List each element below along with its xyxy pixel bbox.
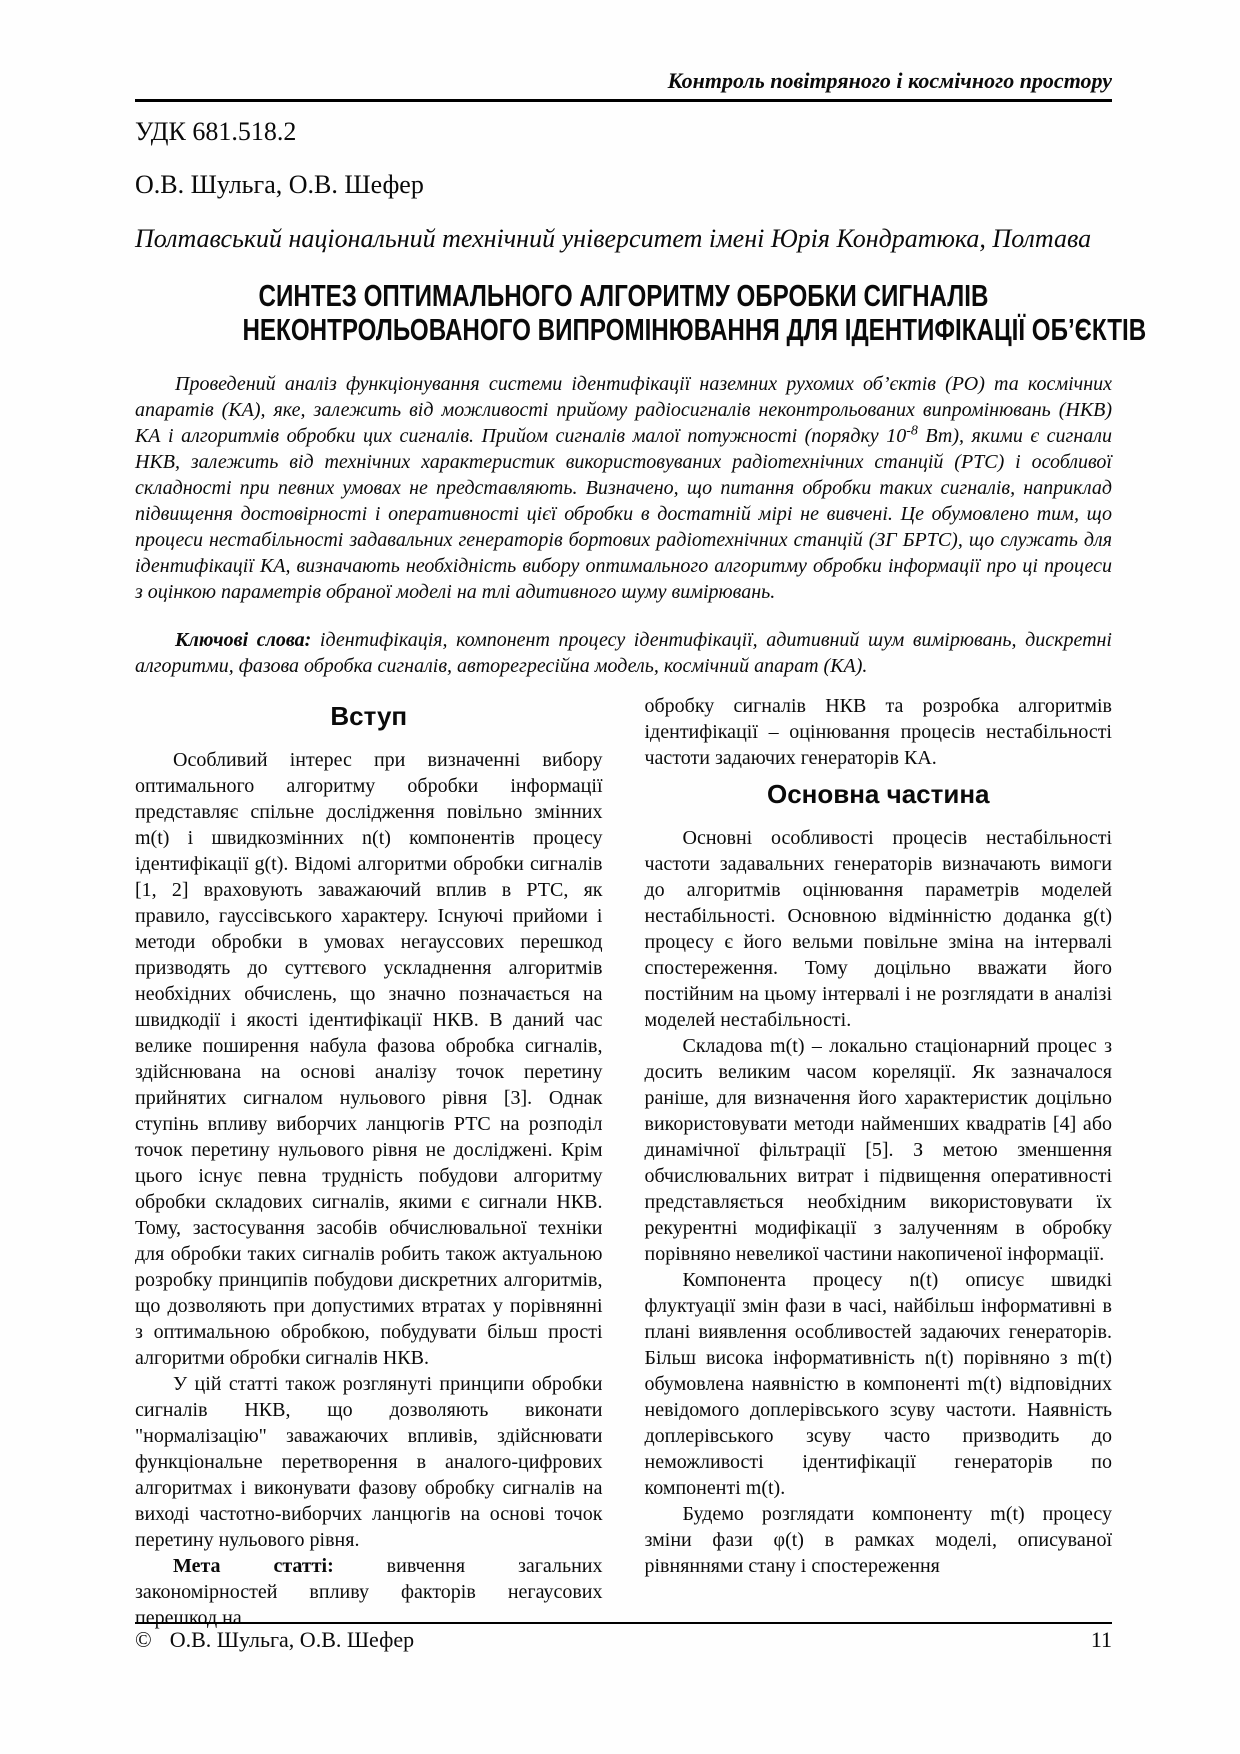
section-heading-main: Основна частина bbox=[766, 779, 990, 809]
keywords-label: Ключові слова: bbox=[175, 629, 312, 651]
abstract-text-part2: Вт), якими є сигнали НКВ, залежить від технічних характеристик використовуваних радіотехнічних станцій (РТС) і особливої складності при певних умовах не представляють. Визначено, що питання обробки таких сигналів, наприклад підвищення достовірності і оперативності цієї обробки в достатній мірі не вивчені. Це обумовлено тим, що процеси нестабільності задавальних генераторів бортових радіотехнічних станцій (ЗГ БРТС), що служать для ідентифікації КА, визначають необхідність вибору оптимального алгоритму обробки інформації про ці процеси з оцінкою параметрів обраної моделі на тлі адитивного шуму вимірювань. bbox=[135, 425, 1113, 603]
copyright-authors: О.В. Шульга, О.В. Шефер bbox=[169, 1627, 415, 1652]
main-paragraph-2: Складова m(t) – локально стаціонарний процес з досить великим часом кореляції. Як зазначалося раніше, для визначення його характеристик доцільно використовувати методи найменших квадратів [4] або динамічної фільтрації [5]. З метою зменшення обчислювальних витрат і підвищення оперативності представляється необхідним використовувати їх рекурентні модифікації з залученням в обробку порівняно невеликої частини накопиченої інформації. bbox=[644, 1035, 1112, 1265]
running-header: Контроль повітряного і космічного простору bbox=[667, 68, 1112, 93]
intro-paragraph-1: Особливий інтерес при визначенні вибору оптимального алгоритму обробки інформації представляє спільне дослідження повільно змінних m(t) і швидкозмінних n(t) компонентів процесу ідентифікації g(t). Відомі алгоритми обробки сигналів [1, 2] враховують заважаючий вплив в РТС, як правило, гауссівського характеру. Існуючі прийоми і методи обробки в умовах негауссових перешкод призводять до суттєвого ускладнення алгоритмів необхідних обчислень, що значно позначається на швидкодії і якості ідентифікації НКВ. В даний час велике поширення набула фазова обробка сигналів, здійснювана на основі аналізу точок перетину прийнятих сигналом нульового рівня [3]. Однак ступінь впливу виборчих ланцюгів РТС на розподіл точок перетину нульового рівня не досліджені. Крім цього існує певна трудність побудови алгоритму обробки складових сигналів, якими є сигнали НКВ. Тому, застосування засобів обчислювальної техніки для обробки таких сигналів робить також актуальною розробку принципів побудови дискретних алгоритмів, що дозволяють при допустимих втратах у порівнянні з оптимальною обробкою, побудувати більш прості алгоритми обробки сигналів НКВ. bbox=[135, 749, 603, 1369]
main-paragraph-3: Компонента процесу n(t) описує швидкі флуктуації змін фази в часі, найбільш інформативні в плані виявлення особливостей задаючих генераторів. Більш висока інформативність n(t) порівняно з m(t) обумовлена наявністю в компоненті m(t) відповідних невідомого доплерівського зсуву частоти. Наявність доплерівського зсуву часто призводить до неможливості ідентифікації генераторів по компоненті m(t). bbox=[644, 1269, 1112, 1499]
authors-line: О.В. Шульга, О.В. Шефер bbox=[135, 170, 424, 199]
page-content bbox=[135, 0, 1147, 1631]
goal-label: Мета статті: bbox=[173, 1555, 334, 1577]
two-column-body bbox=[135, 693, 1112, 1631]
footer-row bbox=[135, 1627, 1112, 1653]
copyright-symbol: © bbox=[135, 1627, 152, 1652]
copyright-line bbox=[135, 1627, 414, 1653]
page-number: 11 bbox=[1090, 1627, 1112, 1652]
article-title-line-1: СИНТЕЗ ОПТИМАЛЬНОГО АЛГОРИТМУ ОБРОБКИ СИГНАЛІВ bbox=[258, 278, 989, 313]
article-title bbox=[242, 278, 1147, 347]
header-double-rule bbox=[135, 99, 1112, 102]
goal-paragraph bbox=[135, 1553, 603, 1631]
abstract-paragraph bbox=[135, 371, 1112, 605]
affiliation-line: Полтавський національний технічний університет імені Юрія Кондратюка, Полтава bbox=[135, 224, 1092, 253]
keywords-paragraph bbox=[135, 627, 1112, 679]
page-footer bbox=[135, 1622, 1112, 1653]
right-column bbox=[645, 693, 1113, 1631]
keywords-text: ідентифікація, компонент процесу ідентифікації, адитивний шум вимірювань, дискретні алгоритми, фазова обробка сигналів, авторегресійна модель, космічний апарат (КА). bbox=[135, 629, 1112, 677]
main-paragraph-1: Основні особливості процесів нестабільності частоти задавальних генераторів визначають вимоги до алгоритмів оцінювання параметрів моделей нестабільності. Основною відмінністю доданка g(t) процесу є його вельми повільне зміна на інтервалі спостереження. Тому доцільно вважати його постійним на цьому інтервалі і не розглядати в аналізі моделей нестабільності. bbox=[644, 827, 1112, 1031]
continuation-paragraph: обробку сигналів НКВ та розробка алгоритмів ідентифікації – оцінювання процесів нестабільності частоти задаючих генераторів КА. bbox=[644, 695, 1112, 769]
abstract-text-part1: Проведений аналіз функціонування системи ідентифікації наземних рухомих об’єктів (РО) та космічних апаратів (КА), яке, залежить від можливості прийому радіосигналів неконтрольованих випромінювань (НКВ) КА і алгоритмів обробки цих сигналів. Прийом сигналів малої потужності (порядку 10 bbox=[135, 373, 1112, 447]
article-title-line-2: НЕКОНТРОЛЬОВАНОГО ВИПРОМІНЮВАННЯ ДЛЯ ІДЕНТИФІКАЦІЇ ОБ’ЄКТІВ bbox=[242, 312, 1147, 347]
udc-code: УДК 681.518.2 bbox=[135, 117, 297, 146]
section-heading-intro: Вступ bbox=[330, 701, 408, 731]
footer-rule bbox=[135, 1622, 1112, 1624]
abstract-superscript: -8 bbox=[906, 423, 918, 439]
left-column bbox=[135, 693, 603, 1631]
main-paragraph-4: Будемо розглядати компоненту m(t) процесу зміни фази φ(t) в рамках моделі, описуваної рівняннями стану і спостереження bbox=[644, 1503, 1112, 1577]
intro-paragraph-2: У цій статті також розглянуті принципи обробки сигналів НКВ, що дозволяють виконати "нормалізацію" заважаючих впливів, здійснювати функціональне перетворення в аналого-цифрових алгоритмах і виконувати фазову обробку сигналів на виході частотно-виборчих ланцюгів на основі точок перетину нульового рівня. bbox=[135, 1373, 603, 1551]
goal-text: вивчення загальних закономірностей впливу факторів негаусових перешкод на bbox=[135, 1555, 603, 1629]
